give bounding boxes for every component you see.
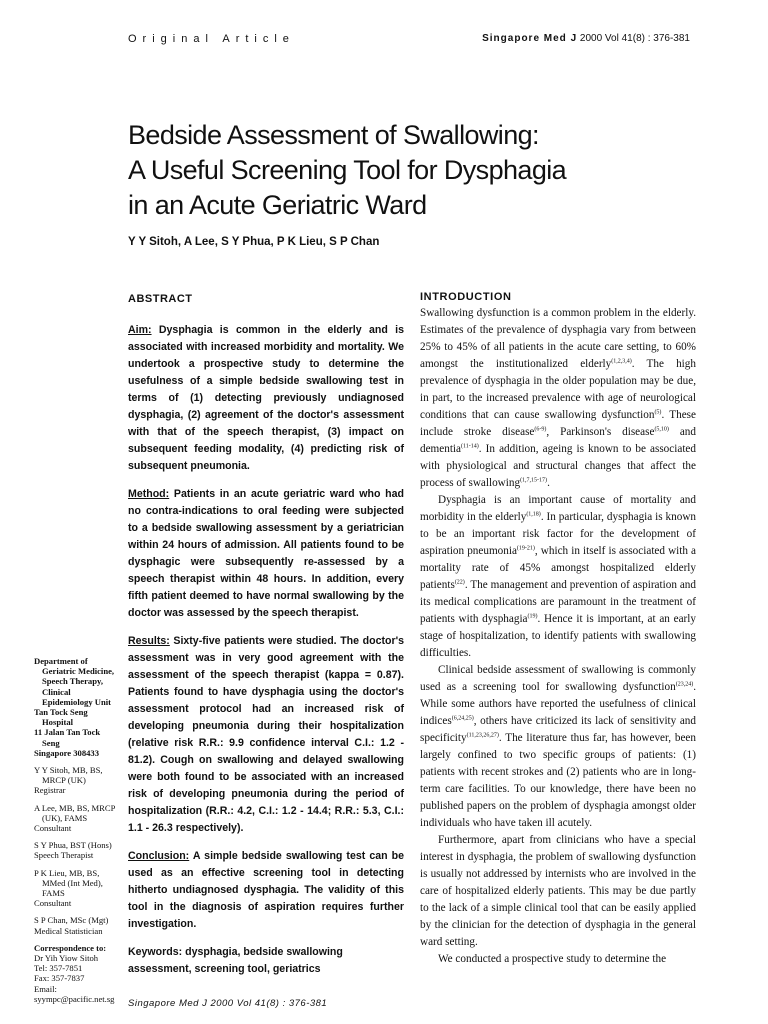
method-label: Method: [128,488,170,500]
credit-line: Consultant [34,898,72,909]
abstract-conclusion [128,848,404,933]
credit-line: MMed (Int Med), [42,877,103,888]
text-run: , Parkinson's disease [546,426,655,438]
affiliation-line: 11 Jalan Tan Tock [34,727,101,738]
correspondence-line: Fax: 357-7837 [34,973,85,984]
credit-line: P K Lieu, MB, BS, [34,867,100,878]
citation-ref: (19-21) [516,545,535,552]
credit-line: Registrar [34,785,66,796]
intro-paragraph-5: We conducted a prospective study to determine the [438,953,667,965]
citation-ref: (22) [454,579,465,586]
citation-ref: (23,24) [675,681,694,688]
author-credit-4 [34,868,126,909]
credit-line: A Lee, MB, BS, MRCP [34,802,116,813]
results-label: Results: [128,635,170,647]
affiliation-block [34,656,126,758]
credit-line: S Y Phua, BST (Hons) [34,840,112,851]
affiliation-line: Epidemiology Unit [42,696,111,707]
text-run: . In particular, dysphagia is known to be an important risk factor for the development of aspiration pneumonia [420,511,696,557]
text-run: . [547,477,550,489]
text-run: . These include stroke disease [420,409,696,438]
citation-ref: (5) [654,409,662,416]
affiliation-line: Clinical [42,686,71,697]
title-line-1: Bedside Assessment of Swallowing: [128,120,539,150]
journal-issue: 2000 Vol 41(8) : 376-381 [579,33,690,44]
text-run: Dysphagia is an important cause of mortality and morbidity in the elderly [420,494,696,523]
text-run: . The literature thus far, has however, been largely confined to two specific groups of patients: (1) patients with recent strokes and (2) patients who are in long-term care facilities. To our knowledge, there have been no published papers on the problem of dysphagia amongst older individuals who have taken ill acutely. [420,732,696,829]
text-run: , others have criticized its lack of sensitivity and specificity [420,715,696,744]
citation-ref: (1,7,15-17) [520,477,548,484]
text-run: , which in itself is associated with a mortality rate of 45% amongst hospitalized elderly patients [420,545,697,591]
author-credit-5 [34,915,126,935]
author-credit-3 [34,840,126,860]
text-run: . In addition, ageing is known to be associated with physiological and structural changes that affect the process of swallowing [420,443,696,489]
affiliation-line: Seng [42,737,60,748]
intro-paragraph-1 [420,305,696,492]
introduction-column [420,291,696,968]
method-text: Patients in an acute geriatric ward who had no contra-indications to oral feeding were subjected to a bedside swallowing assessment by a geriatrician within 24 hours of admission. All patients found to be dysphagic were subsequently re-assessed by a speech therapist within 48 hours. In addition, every fifth patient deemed to have normal swallowing by the doctor was assessed by the speech therapist. [128,488,404,619]
citation-ref: (6-9) [534,426,547,433]
conclusion-text: A simple bedside swallowing test can be used as an effective screening tool in detecting hitherto undiagnosed dysphagia. The validity of this tool in the diagnosis of aspiration requires further investigation. [128,850,404,930]
citation-ref: (1,2,3,4) [611,358,632,365]
credit-line: S P Chan, MSc (Mgt) [34,915,109,926]
credit-line: FAMS [42,888,65,899]
affiliation-line: Singapore 308433 [34,747,100,758]
intro-paragraph-2 [420,492,696,662]
credit-line: MRCP (UK) [42,775,86,786]
section-label: Original Article [128,33,295,45]
journal-name: Singapore Med J [482,33,578,44]
title-line-3: in an Acute Geriatric Ward [128,190,427,220]
abstract-aim [128,322,404,475]
text-run: . Hence it is important, at an early stage of hospitalization, to identify patients with swallowing difficulties. [420,613,696,659]
credit-line: (UK), FAMS [42,812,88,823]
citation-ref: (19) [527,613,538,620]
correspondence-line: Email: [34,983,57,994]
author-credit-2 [34,803,126,834]
affiliation-line: Speech Therapy, [42,676,103,687]
affiliation-line: Tan Tock Seng [34,707,88,718]
results-text: Sixty-five patients were studied. The doctor's assessment was in very good agreement with the assessment of the speech therapist (kappa = 0.87). Patients found to have dysphagia using the doctor's assessment protocol had an increased risk of developing pneumonia during their hospitalization (relative risk R.R.: 9.9 confidence interval C.I.: 1.2 - 81.2). Cough on swallowing and delayed swallowing were both found to be associated with an increased risk of developing pneumonia during the period of hospitalization (R.R.: 4.2, C.I.: 1.2 - 14.4; R.R.: 5.3, C.I.: 1.1 - 26.3 respectively). [128,635,404,834]
affiliation-line: Geriatric Medicine, [42,666,115,677]
citation-ref: (1,18) [526,511,541,518]
text-run: and dementia [420,426,696,455]
citation-ref: (11-14) [461,443,479,450]
page-footer: Singapore Med J 2000 Vol 41(8) : 376-381 [128,998,328,1009]
credit-line: Y Y Sitoh, MB, BS, [34,765,103,776]
citation-ref: (11,23,26,27) [466,732,499,739]
abstract-method [128,486,404,622]
text-run: . While some authors have reported the usefulness of clinical indices [420,681,696,727]
affiliation-line: Hospital [42,717,74,728]
credit-line: Medical Statistician [34,925,103,936]
correspondence-block [34,943,126,1004]
affiliation-line: Department of [34,656,88,666]
correspondence-line: Tel: 357-7851 [34,963,83,974]
abstract-results [128,633,404,837]
correspondence-line: Dr Yih Yiow Sitoh [34,953,99,964]
author-credit-1 [34,765,126,796]
journal-citation [482,33,690,44]
intro-paragraph-3 [420,662,696,832]
citation-ref: (6,24,25) [451,715,474,722]
conclusion-label: Conclusion: [128,850,190,862]
abstract-heading: ABSTRACT [128,293,193,305]
text-run: Swallowing dysfunction is a common problem in the elderly. Estimates of the prevalence of dysphagia vary from between 25% to 45% of all patients in the acute care setting, to 60% amongst the institutionalized elderly [420,307,696,370]
article-title [128,118,688,223]
text-run: Clinical bedside assessment of swallowing is commonly used as a screening tool for swallowing dysfunction [420,664,696,693]
text-run: . The high prevalence of dysphagia in the older population may be due, in part, to the increased prevalence with age of neurological conditions that can cause swallowing dysfunction [420,358,696,421]
text-run: . The management and prevention of aspiration and its medical complications are paramount in the treatment of patients with dysphagia [420,579,696,625]
aim-text: Dysphagia is common in the elderly and is associated with increased morbidity and mortality. We undertook a prospective study to determine the usefulness of a simple bedside swallowing test in terms of (1) detecting previously undiagnosed dysphagia, (2) agreement of the doctor's assessment with that of the speech therapist, (3) impact on subsequent feeding modality, (4) predicting risk of subsequent pneumonia. [128,324,404,472]
introduction-heading: INTRODUCTION [420,291,512,303]
credit-line: Speech Therapist [34,850,94,861]
intro-paragraph-4: Furthermore, apart from clinicians who have a special interest in dysphagia, the problem of swallowing dysfunction is usually not addressed by internists who are involved in the care of hospitalized elderly patients. This may be due partly to the lack of a simple clinical tool that can be easily applied by the clinician for the detection of dysphagia in the general ward setting. [420,834,696,948]
author-list: Y Y Sitoh, A Lee, S Y Phua, P K Lieu, S P Chan [128,236,380,248]
credit-line: Consultant [34,823,72,834]
author-affiliations [34,656,126,1011]
citation-ref: (5,10) [654,426,669,433]
correspondence-email: syympc@pacific.net.sg [34,993,115,1004]
abstract-column [128,291,404,978]
aim-label: Aim: [128,324,152,336]
title-line-2: A Useful Screening Tool for Dysphagia [128,155,567,185]
keywords: Keywords: dysphagia, bedside swallowing assessment, screening tool, geriatrics [128,946,343,975]
correspondence-label: Correspondence to: [34,942,107,953]
